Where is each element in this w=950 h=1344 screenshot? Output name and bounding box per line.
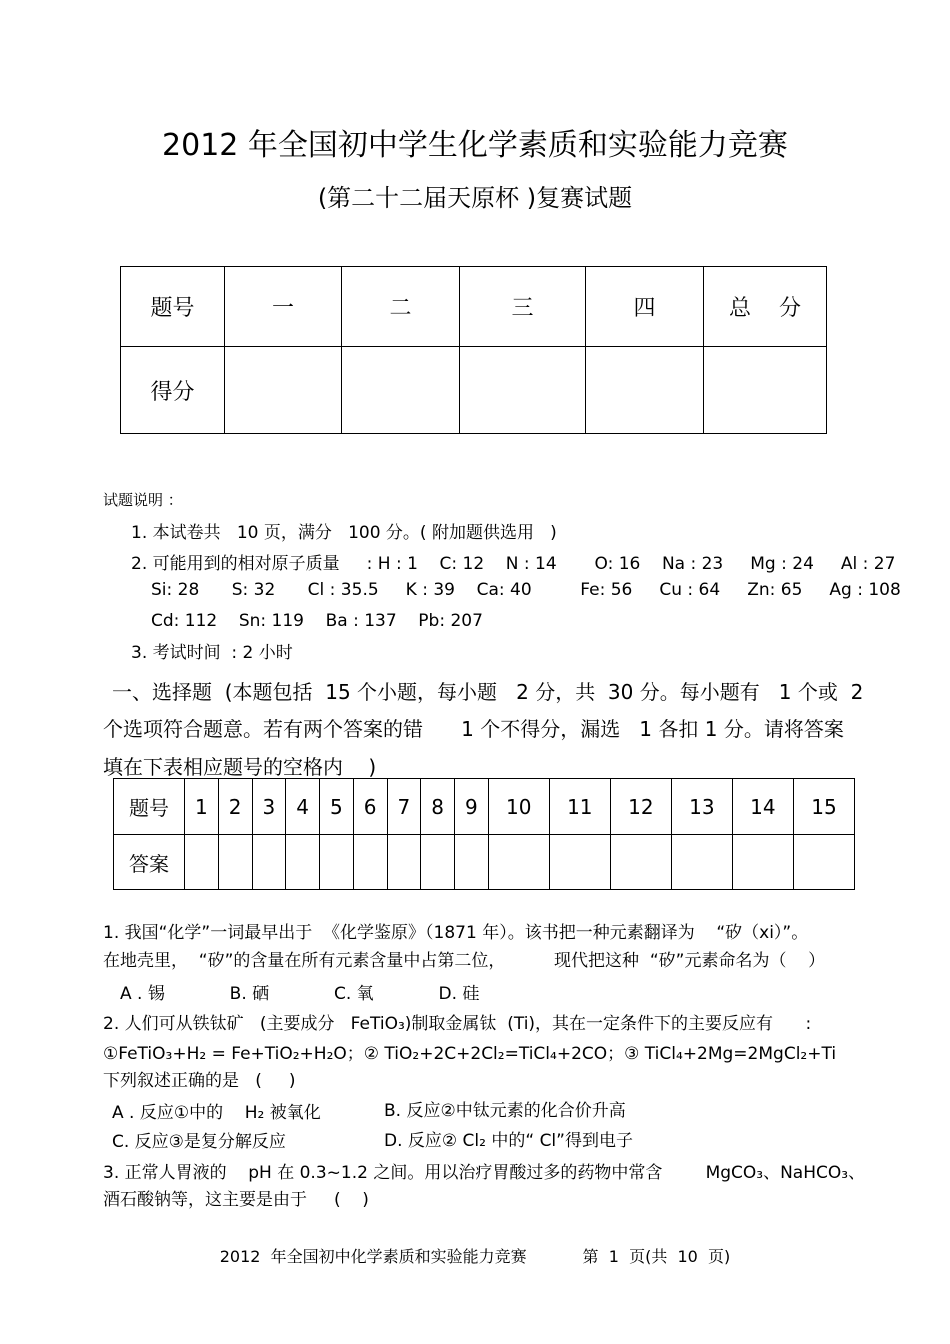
score-header-cell: 一 bbox=[225, 267, 342, 347]
section1-line: 填在下表相应题号的空格内 ) bbox=[103, 755, 377, 779]
answer-cell bbox=[455, 835, 489, 890]
question-number: 9 bbox=[455, 779, 489, 835]
question-2-option-c: C. 反应③是复分解反应 bbox=[112, 1132, 286, 1152]
page-title: 2012 年全国初中学生化学素质和实验能力竞赛 bbox=[162, 128, 788, 163]
instruction-item-2-cont: Cd: 112 Sn: 119 Ba : 137 Pb: 207 bbox=[151, 611, 483, 631]
question-number: 14 bbox=[732, 779, 793, 835]
section1-line: 个选项符合题意。若有两个答案的错 1 个不得分，漏选 1 各扣 1 分。请将答案 bbox=[103, 717, 844, 741]
score-header-cell: 三 bbox=[460, 267, 586, 347]
answer-cell bbox=[387, 835, 421, 890]
question-3-text: 酒石酸钠等，这主要是由于 ( ) bbox=[103, 1190, 369, 1210]
question-number: 4 bbox=[286, 779, 320, 835]
answer-cell bbox=[218, 835, 252, 890]
score-table-header-row bbox=[121, 267, 827, 347]
instruction-item-2-cont: Si: 28 S: 32 Cl : 35.5 K : 39 Ca: 40 Fe: 56 Cu : 64 Zn: 65 Ag : 108 bbox=[151, 580, 901, 600]
answer-cell bbox=[793, 835, 854, 890]
answer-cell bbox=[671, 835, 732, 890]
answer-cell bbox=[185, 835, 219, 890]
answer-cell bbox=[421, 835, 455, 890]
answer-cell bbox=[549, 835, 610, 890]
score-header-cell: 二 bbox=[342, 267, 460, 347]
question-number: 1 bbox=[185, 779, 219, 835]
score-table-score-row bbox=[121, 347, 827, 434]
answer-cell bbox=[353, 835, 387, 890]
question-number: 6 bbox=[353, 779, 387, 835]
score-cell bbox=[225, 347, 342, 434]
score-table bbox=[120, 266, 827, 434]
page-subtitle: (第二十二届天原杯 )复赛试题 bbox=[317, 184, 633, 212]
question-number: 5 bbox=[320, 779, 354, 835]
score-cell bbox=[460, 347, 586, 434]
question-1-text: 在地壳里， “矽”的含量在所有元素含量中占第二位， 现代把这种 “矽”元素命名为（ ） bbox=[103, 951, 826, 971]
answer-table-number-row bbox=[114, 779, 855, 835]
score-cell bbox=[342, 347, 460, 434]
score-cell bbox=[586, 347, 704, 434]
question-1-options: A . 锡 B. 硒 C. 氧 D. 硅 bbox=[120, 984, 480, 1004]
page-footer: 2012 年全国初中化学素质和实验能力竞赛 第 1 页(共 10 页) bbox=[219, 1247, 731, 1266]
question-number: 13 bbox=[671, 779, 732, 835]
question-number: 7 bbox=[387, 779, 421, 835]
score-header-cell: 总 分 bbox=[704, 267, 827, 347]
score-cell bbox=[704, 347, 827, 434]
instructions-heading: 试题说明 ： bbox=[103, 491, 183, 509]
question-number: 3 bbox=[252, 779, 286, 835]
question-2-option-d: D. 反应② Cl₂ 中的“ Cl”得到电子 bbox=[384, 1131, 633, 1151]
instruction-item-2: 2. 可能用到的相对原子质量 : H : 1 C: 12 N : 14 O: 16 Na : 23 Mg : 24 Al : 27 bbox=[131, 554, 896, 574]
question-2-option-b: B. 反应②中钛元素的化合价升高 bbox=[384, 1101, 626, 1121]
question-2-option-a: A . 反应①中的 H₂ 被氧化 bbox=[112, 1103, 321, 1123]
answer-cell bbox=[610, 835, 671, 890]
question-2-equations: ①FeTiO₃+H₂ = Fe+TiO₂+H₂O；② TiO₂+2C+2Cl₂=TiCl₄+2CO；③ TiCl₄+2Mg=2MgCl₂+Ti bbox=[103, 1044, 837, 1064]
instruction-item-3: 3. 考试时间 : 2 小时 bbox=[131, 643, 293, 663]
question-number: 8 bbox=[421, 779, 455, 835]
answer-header-label: 题号 bbox=[114, 779, 185, 835]
question-number: 2 bbox=[218, 779, 252, 835]
answer-cell bbox=[252, 835, 286, 890]
question-number: 10 bbox=[488, 779, 549, 835]
answer-table-answer-row bbox=[114, 835, 855, 890]
answer-row-label: 答案 bbox=[114, 835, 185, 890]
question-number: 15 bbox=[793, 779, 854, 835]
score-header-cell: 题号 bbox=[121, 267, 225, 347]
question-2-prompt: 下列叙述正确的是 ( ) bbox=[103, 1071, 296, 1091]
answer-cell bbox=[488, 835, 549, 890]
question-number: 11 bbox=[549, 779, 610, 835]
question-1-text: 1. 我国“化学”一词最早出于 《化学鉴原》（1871 年）。该书把一种元素翻译为 “矽（xi）”。 bbox=[103, 923, 809, 943]
answer-cell bbox=[286, 835, 320, 890]
section1-line: 一、选择题 (本题包括 15 个小题，每小题 2 分，共 30 分。每小题有 1 个或 2 bbox=[112, 680, 864, 704]
answer-table bbox=[113, 778, 855, 890]
instruction-item-1: 1. 本试卷共 10 页，满分 100 分。( 附加题供选用 ) bbox=[131, 523, 557, 543]
question-3-text: 3. 正常人胃液的 pH 在 0.3~1.2 之间。用以治疗胃酸过多的药物中常含 MgCO₃、NaHCO₃、 bbox=[103, 1163, 866, 1183]
score-header-cell: 四 bbox=[586, 267, 704, 347]
answer-cell bbox=[732, 835, 793, 890]
question-2-text: 2. 人们可从铁钛矿 (主要成分 FeTiO₃)制取金属钛 (Ti)，其在一定条件下的主要反应有 : bbox=[103, 1014, 812, 1034]
question-number: 12 bbox=[610, 779, 671, 835]
score-row-label: 得分 bbox=[121, 347, 225, 434]
answer-cell bbox=[320, 835, 354, 890]
